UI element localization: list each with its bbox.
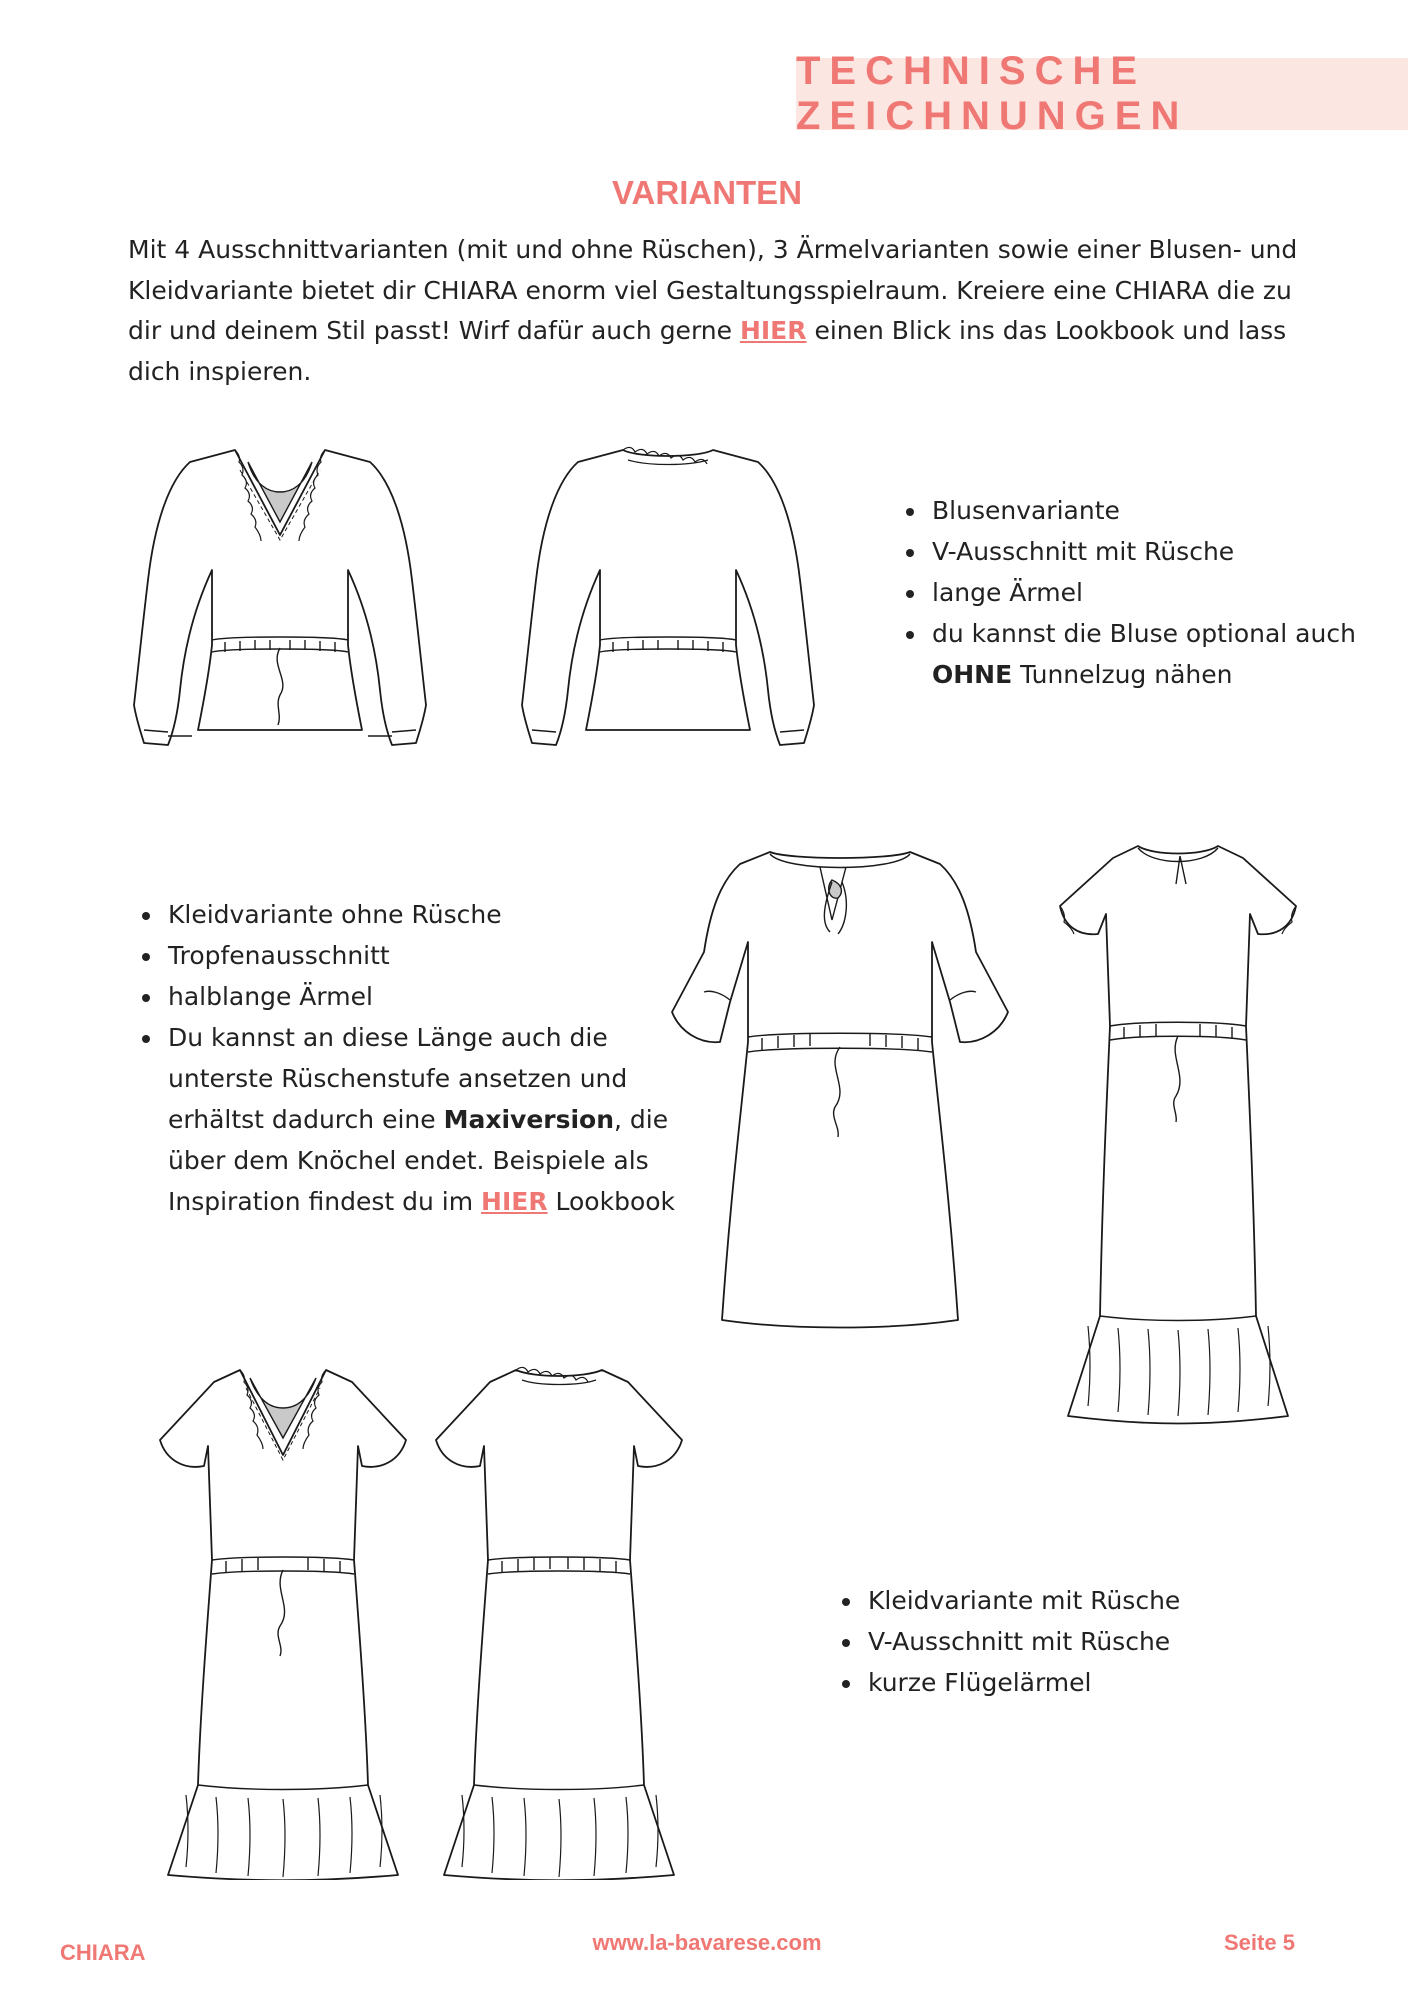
list-item-text: Lookbook	[547, 1187, 676, 1216]
intro-lookbook-link[interactable]: HIER	[739, 316, 807, 345]
footer-brand: CHIARA	[60, 1940, 146, 1965]
list-item-text: Du kannst an diese Länge auch die unterste Rüschenstufe ansetzen und erhältst dadurch eine	[168, 1023, 628, 1134]
dress-ruffle-bullet-list	[828, 1580, 1344, 1703]
list-item: • Blusenvariante	[928, 490, 1378, 531]
dress-plain-bullet-list	[128, 894, 704, 1222]
dress-ruffle-back-drawing	[434, 1360, 684, 1880]
list-item: • Kleidvariante mit Rüsche	[864, 1580, 1344, 1621]
list-item: • kurze Flügelärmel	[864, 1662, 1344, 1703]
list-item: • halblange Ärmel	[164, 976, 704, 1017]
list-item-text: , die über dem Knöchel endet. Beispiele als Inspiration findest du im	[168, 1105, 669, 1216]
list-item	[928, 613, 1378, 695]
list-item: • V-Ausschnitt mit Rüsche	[928, 531, 1378, 572]
list-item-bold: Maxiversion	[443, 1105, 615, 1134]
list-item: • lange Ärmel	[928, 572, 1378, 613]
header-banner	[796, 49, 1408, 138]
dress-maxi-back-drawing	[1058, 836, 1298, 1426]
dress-plain-front-drawing	[670, 842, 1010, 1330]
list-item-text: Tunnelzug nähen	[1012, 660, 1233, 689]
lookbook-link[interactable]: HIER	[481, 1187, 548, 1216]
blouse-front-drawing	[130, 440, 430, 770]
list-item: • V-Ausschnitt mit Rüsche	[864, 1621, 1344, 1662]
intro-paragraph	[128, 230, 1308, 392]
footer-page-number: Seite 5	[1224, 1930, 1295, 1955]
dress-ruffle-front-drawing	[158, 1360, 408, 1880]
list-item-text: du kannst die Bluse optional auch	[932, 619, 1356, 648]
list-item: • Tropfenausschnitt	[164, 935, 704, 976]
header-title: TECHNISCHE ZEICHNUNGEN	[796, 49, 1189, 138]
section-title: VARIANTEN	[611, 174, 803, 211]
footer-website-link[interactable]: www.la-bavarese.com	[592, 1930, 822, 1955]
blouse-bullet-list	[892, 490, 1378, 695]
list-item: • Kleidvariante ohne Rüsche	[164, 894, 704, 935]
list-item	[164, 1017, 704, 1222]
intro-text: Mit 4 Ausschnittvarianten (mit und ohne Rüschen), 3 Ärmelvarianten sowie einer Blusen- und Kleidvariante bietet dir CHIARA enorm viel Gestaltungsspielraum. Kreiere eine CHIARA die zu dir und deinem Stil passt! Wirf dafür auch gerne	[128, 235, 1298, 345]
list-item-bold: OHNE	[932, 660, 1013, 689]
blouse-back-drawing	[498, 440, 838, 770]
intro-text-end: einen Blick ins das Lookbook und lass dich inspieren.	[128, 316, 1287, 386]
